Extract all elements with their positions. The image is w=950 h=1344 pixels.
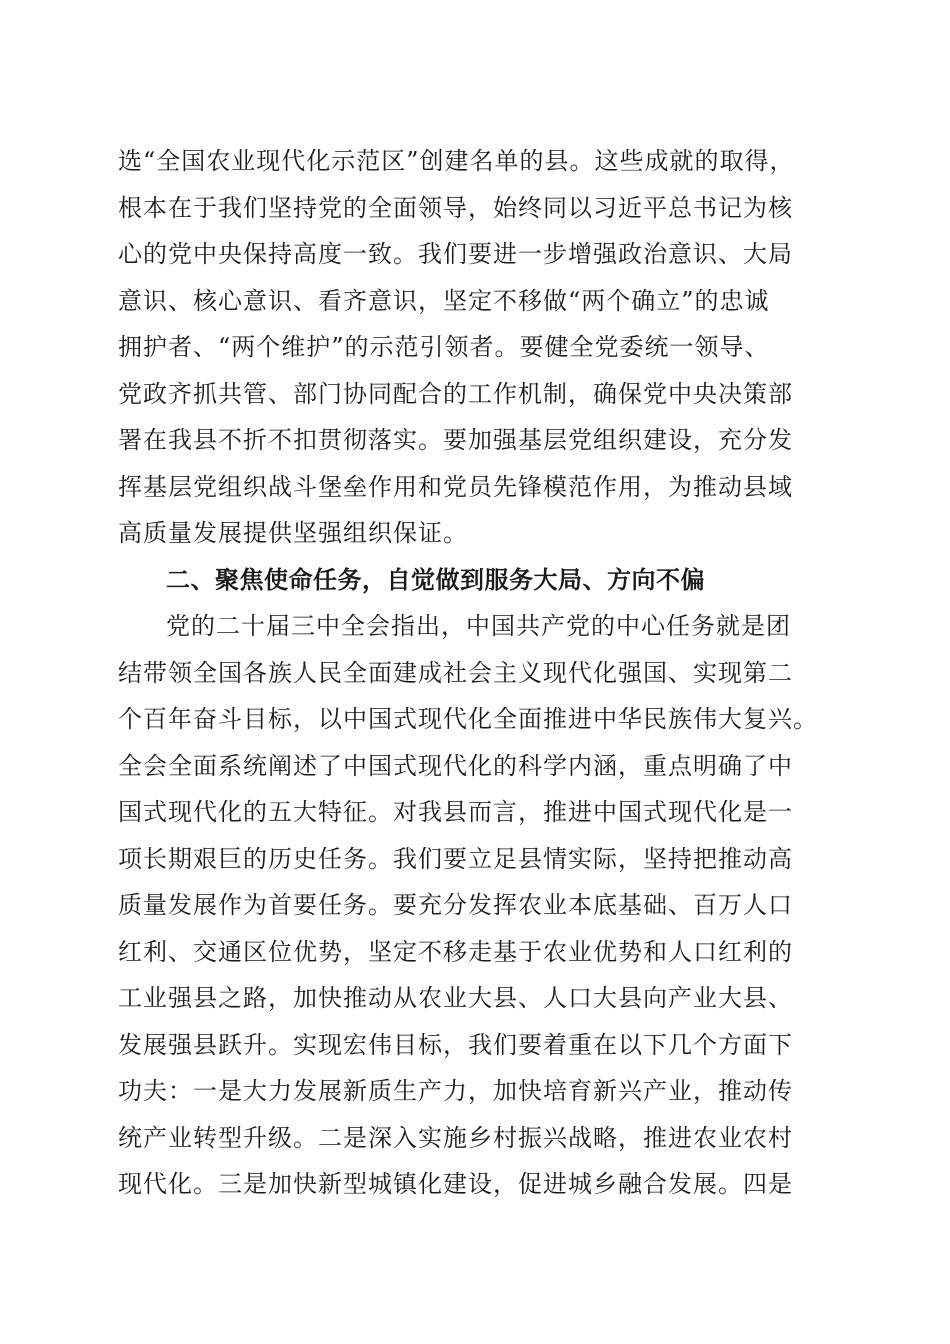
text-line: 工业强县之路，加快推动从农业大县、人口大县向产业大县、 [118,984,793,1012]
paragraph-section-two [118,607,838,1203]
text-line: 高质量发展提供坚强组织保证。 [118,519,468,547]
text-line: 选“全国农业现代化示范区”创建名单的县。这些成就的取得， [118,147,795,175]
text-line: 统产业转型升级。二是深入实施乡村振兴战略，推进农业农村 [118,1123,793,1152]
text-line: 意识、核心意识、看齐意识，坚定不移做“两个确立”的忠诚 [118,286,770,315]
text-line: 心的党中央保持高度一致。我们要进一步增强政治意识、大局 [118,240,793,268]
section-heading: 二、聚焦使命任务，自觉做到服务大局、方向不偏 [166,565,705,594]
text-line: 结带领全国各族人民全面建成社会主义现代化强国、实现第二 [118,658,793,687]
text-line: 党政齐抓共管、部门协同配合的工作机制，确保党中央决策部 [118,379,793,408]
text-line: 党的二十届三中全会指出，中国共产党的中心任务就是团 [166,612,791,640]
text-line: 全会全面系统阐述了中国式现代化的科学内涵，重点明确了中 [118,751,793,780]
text-line: 个百年奋斗目标，以中国式现代化全面推进中华民族伟大复兴。 [118,705,818,733]
text-line: 发展强县跃升。实现宏伟目标，我们要着重在以下几个方面下 [118,1030,793,1059]
text-line: 现代化。三是加快新型城镇化建设，促进城乡融合发展。四是 [118,1170,793,1198]
text-line: 国式现代化的五大特征。对我县而言，推进中国式现代化是一 [118,798,793,826]
text-line: 根本在于我们坚持党的全面领导，始终同以习近平总书记为核 [118,193,793,222]
text-line: 红利、交通区位优势，坚定不移走基于农业优势和人口红利的 [118,937,793,966]
text-line: 署在我县不折不扣贯彻落实。要加强基层党组织建设，充分发 [118,426,793,454]
text-line: 挥基层党组织战斗堡垒作用和党员先锋模范作用，为推动县域 [118,472,793,501]
text-line: 项长期艰巨的历史任务。我们要立足县情实际，坚持把推动高 [118,844,793,873]
text-line: 质量发展作为首要任务。要充分发挥农业本底基础、百万人口 [118,891,793,919]
text-line: 拥护者、“两个维护”的示范引领者。要健全党委统一领导、 [118,333,770,361]
paragraph-continued [118,142,838,552]
text-line: 功夫：一是大力发展新质生产力，加快培育新兴产业，推动传 [118,1077,793,1105]
document-body [118,142,838,1212]
